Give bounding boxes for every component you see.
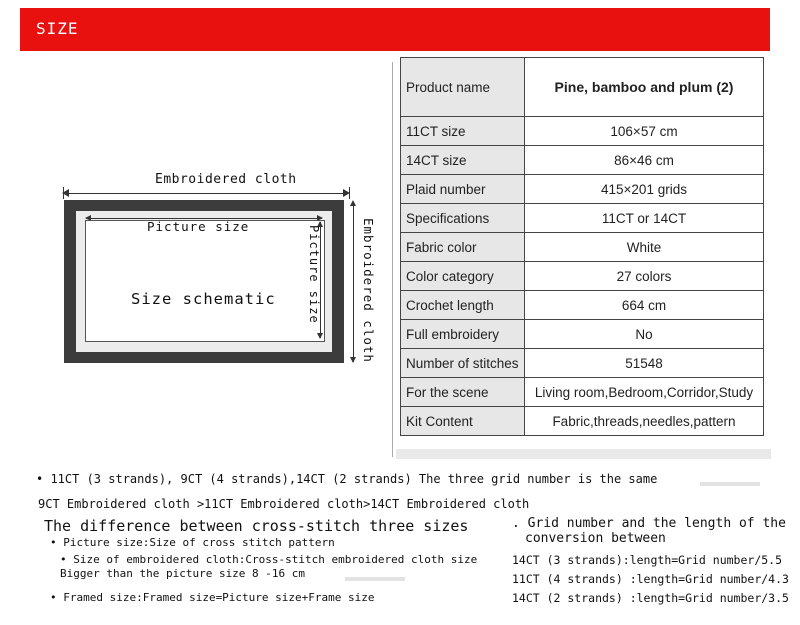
size-schematic-label: Size schematic [131, 290, 276, 308]
banner-title: SIZE [36, 19, 79, 38]
cloth-width-dimension-line [64, 193, 348, 194]
size-banner [20, 8, 770, 51]
picture-size-side-label: Picture size [307, 225, 321, 324]
spec-value: Fabric,threads,needles,pattern [525, 407, 764, 436]
spec-key: 11CT size [401, 117, 525, 146]
table-row [401, 407, 764, 436]
conversion-row: 14CT (2 strands) :length=Grid number/3.5 [512, 591, 789, 605]
note-strands-line: • 11CT (3 strands), 9CT (4 strands),14CT (2 strands) The three grid number is the same [36, 472, 658, 486]
arrow-left-icon [62, 189, 69, 197]
faint-mark [345, 577, 405, 581]
picture-size-top-label: Picture size [147, 219, 250, 234]
spec-key: For the scene [401, 378, 525, 407]
spec-value: 11CT or 14CT [525, 204, 764, 233]
spec-key: Product name [401, 58, 525, 117]
spec-key: 14CT size [401, 146, 525, 175]
spec-key: Plaid number [401, 175, 525, 204]
note-embroidered-cloth-size-detail: Bigger than the picture size 8 -16 cm [60, 567, 306, 580]
spec-value: 27 colors [525, 262, 764, 291]
embroidered-cloth-side-label: Embroidered cloth [361, 218, 376, 363]
arrow-left-icon [85, 215, 91, 221]
spec-key: Specifications [401, 204, 525, 233]
picture-area [85, 220, 325, 342]
divider [392, 62, 393, 457]
faint-mark [700, 482, 760, 486]
table-row [401, 146, 764, 175]
table-row [401, 58, 764, 117]
arrow-up-icon [350, 200, 356, 206]
spec-key: Kit Content [401, 407, 525, 436]
cloth-height-dimension-line [353, 202, 354, 362]
table-row [401, 320, 764, 349]
spec-value: 106×57 cm [525, 117, 764, 146]
arrow-right-icon [343, 189, 350, 197]
table-row [401, 233, 764, 262]
spec-value: 86×46 cm [525, 146, 764, 175]
arrow-down-icon [350, 357, 356, 363]
spec-key: Crochet length [401, 291, 525, 320]
conversion-row: 11CT (4 strands) :length=Grid number/4.3 [512, 572, 789, 586]
table-row [401, 262, 764, 291]
note-embroidered-cloth-size: • Size of embroidered cloth:Cross-stitch embroidered cloth size [60, 553, 478, 566]
table-row [401, 175, 764, 204]
arrow-down-icon [317, 333, 323, 339]
spec-table [400, 57, 764, 436]
table-row [401, 291, 764, 320]
spec-key: Fabric color [401, 233, 525, 262]
conversion-row: 14CT (3 strands):length=Grid number/5.5 [512, 553, 783, 567]
conversion-heading-cont: conversion between [525, 531, 666, 546]
spec-value: 664 cm [525, 291, 764, 320]
conversion-heading: . Grid number and the length of the [512, 516, 786, 531]
faint-underline-bar [396, 449, 771, 459]
table-row [401, 378, 764, 407]
embroidered-cloth-top-label: Embroidered cloth [155, 172, 297, 187]
note-picture-size: • Picture size:Size of cross stitch pattern [50, 536, 335, 549]
note-heading: The difference between cross-stitch three sizes [44, 517, 469, 535]
table-row [401, 349, 764, 378]
spec-value: 51548 [525, 349, 764, 378]
spec-key: Full embroidery [401, 320, 525, 349]
spec-value: Living room,Bedroom,Corridor,Study [525, 378, 764, 407]
spec-value: No [525, 320, 764, 349]
spec-key: Color category [401, 262, 525, 291]
note-framed-size: • Framed size:Framed size=Picture size+Frame size [50, 591, 375, 604]
note-cloth-comparison: 9CT Embroidered cloth >11CT Embroidered cloth>14CT Embroidered cloth [38, 497, 530, 511]
spec-value: White [525, 233, 764, 262]
table-row [401, 204, 764, 233]
spec-key: Number of stitches [401, 349, 525, 378]
spec-value: 415×201 grids [525, 175, 764, 204]
table-row [401, 117, 764, 146]
spec-value: Pine, bamboo and plum (2) [525, 58, 764, 117]
